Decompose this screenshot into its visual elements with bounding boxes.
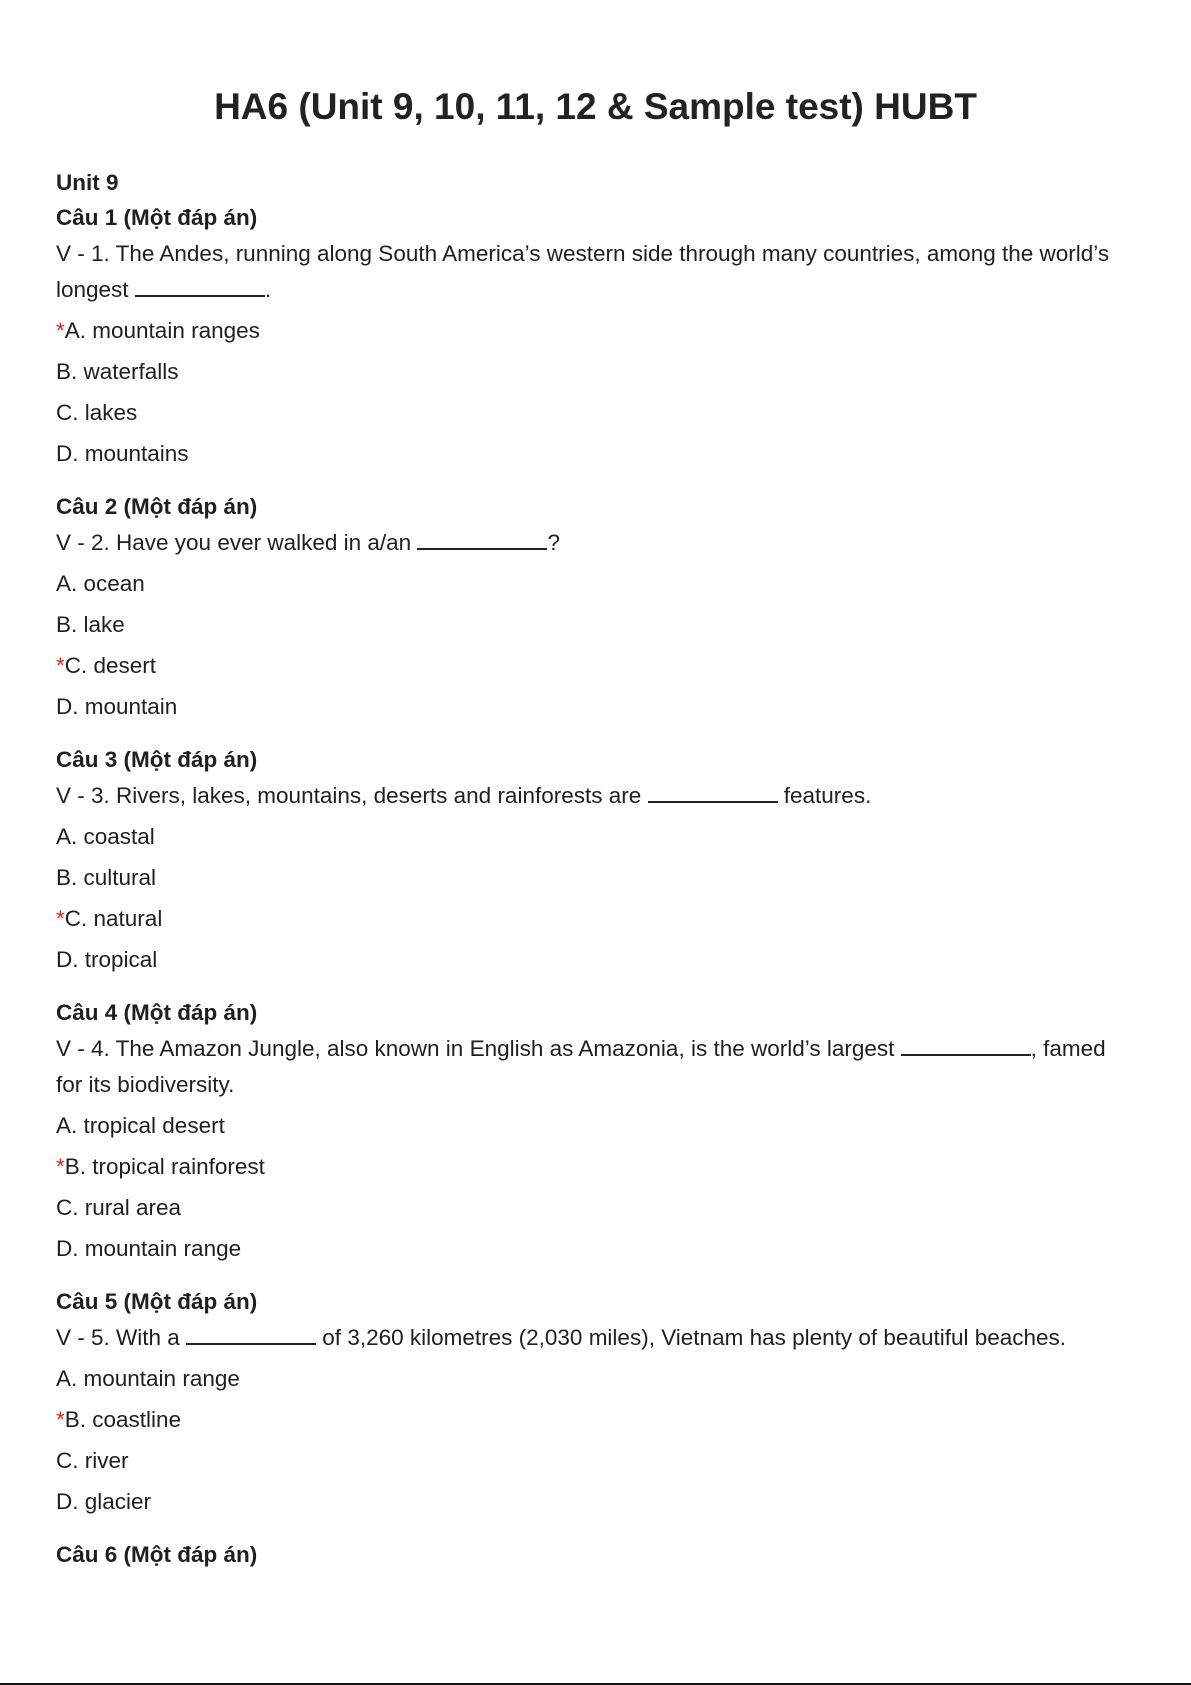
- question-text-before: V - 1. The Andes, running along South America’s western side through many countries, among the world’s longest: [56, 241, 1110, 302]
- answer-option-label: D. mountains: [56, 441, 189, 466]
- answer-option: [56, 860, 1136, 896]
- question-text-before: V - 4. The Amazon Jungle, also known in English as Amazonia, is the world’s largest: [56, 1036, 901, 1061]
- question-heading: Câu 6 (Một đáp án): [56, 1542, 258, 1567]
- question-text-before: V - 5. With a: [56, 1325, 187, 1350]
- answer-option: [56, 942, 1136, 978]
- answer-option-label: D. mountain: [56, 694, 178, 719]
- question-text: [56, 1031, 1136, 1103]
- answer-option: [56, 819, 1136, 855]
- answer-option: [56, 1149, 1136, 1185]
- answer-option-label: C. rural area: [56, 1195, 182, 1220]
- answer-option-label: A. ocean: [56, 571, 145, 596]
- question-heading: Câu 4 (Một đáp án): [56, 1000, 258, 1025]
- answer-option-label: A. coastal: [56, 824, 155, 849]
- answer-option: [56, 689, 1136, 725]
- correct-answer-marker: *: [56, 318, 65, 343]
- correct-answer-marker: *: [56, 906, 65, 931]
- question: [56, 1537, 1136, 1573]
- answer-option: [56, 1190, 1136, 1226]
- question: [56, 200, 1136, 472]
- answer-option: [56, 566, 1136, 602]
- question-text-after: , famed for its biodiversity.: [56, 1036, 1106, 1097]
- question: [56, 995, 1136, 1267]
- question: [56, 489, 1136, 725]
- question-heading: Câu 5 (Một đáp án): [56, 1289, 258, 1314]
- answer-option: [56, 1443, 1136, 1479]
- answer-option: [56, 395, 1136, 431]
- answer-option-label: B. waterfalls: [56, 359, 179, 384]
- answer-option: [56, 1361, 1136, 1397]
- question-heading: Câu 2 (Một đáp án): [56, 494, 258, 519]
- answer-option-label: A. mountain range: [56, 1366, 240, 1391]
- question-text-after: ?: [547, 530, 560, 555]
- question-heading: Câu 1 (Một đáp án): [56, 205, 258, 230]
- document-content: [56, 166, 1136, 1590]
- answer-option: [56, 648, 1136, 684]
- question-text: [56, 778, 1136, 814]
- correct-answer-marker: *: [56, 1407, 65, 1432]
- answer-option: [56, 1231, 1136, 1267]
- unit-heading: Unit 9: [56, 170, 119, 195]
- question-heading: Câu 3 (Một đáp án): [56, 747, 258, 772]
- answer-option-label: C. river: [56, 1448, 129, 1473]
- answer-option: [56, 1402, 1136, 1438]
- answer-blank: [135, 294, 265, 297]
- question-text: [56, 525, 1136, 561]
- question-text-after: features.: [777, 783, 872, 808]
- question-text: [56, 236, 1136, 308]
- answer-option-label: B. coastline: [64, 1407, 182, 1432]
- question-text: [56, 1320, 1136, 1356]
- answer-blank: [186, 1342, 316, 1345]
- answer-option-label: D. mountain range: [56, 1236, 242, 1261]
- answer-option-label: C. lakes: [56, 400, 138, 425]
- answer-option-label: B. lake: [56, 612, 125, 637]
- answer-option-label: D. tropical: [56, 947, 158, 972]
- question-text-after: .: [264, 277, 272, 302]
- answer-option-label: C. natural: [64, 906, 163, 931]
- answer-option: [56, 313, 1136, 349]
- answer-blank: [648, 800, 778, 803]
- question-text-after: of 3,260 kilometres (2,030 miles), Vietnam has plenty of beautiful beaches.: [316, 1325, 1067, 1350]
- question-text-before: V - 3. Rivers, lakes, mountains, deserts and rainforests are: [56, 783, 648, 808]
- answer-option-label: D. glacier: [56, 1489, 152, 1514]
- answer-option-label: A. mountain ranges: [64, 318, 260, 343]
- answer-option: [56, 1484, 1136, 1520]
- answer-option-label: A. tropical desert: [56, 1113, 225, 1138]
- correct-answer-marker: *: [56, 653, 65, 678]
- answer-option-label: B. tropical rainforest: [64, 1154, 265, 1179]
- answer-option-label: C. desert: [64, 653, 157, 678]
- question-list: [56, 200, 1136, 1573]
- answer-option: [56, 436, 1136, 472]
- answer-blank: [901, 1053, 1031, 1056]
- document-title: HA6 (Unit 9, 10, 11, 12 & Sample test) HUBT: [214, 86, 977, 127]
- question: [56, 1284, 1136, 1520]
- answer-option-label: B. cultural: [56, 865, 157, 890]
- answer-option: [56, 354, 1136, 390]
- answer-option: [56, 607, 1136, 643]
- question: [56, 742, 1136, 978]
- answer-option: [56, 1108, 1136, 1144]
- correct-answer-marker: *: [56, 1154, 65, 1179]
- answer-blank: [417, 547, 547, 550]
- answer-option: [56, 901, 1136, 937]
- question-text-before: V - 2. Have you ever walked in a/an: [56, 530, 418, 555]
